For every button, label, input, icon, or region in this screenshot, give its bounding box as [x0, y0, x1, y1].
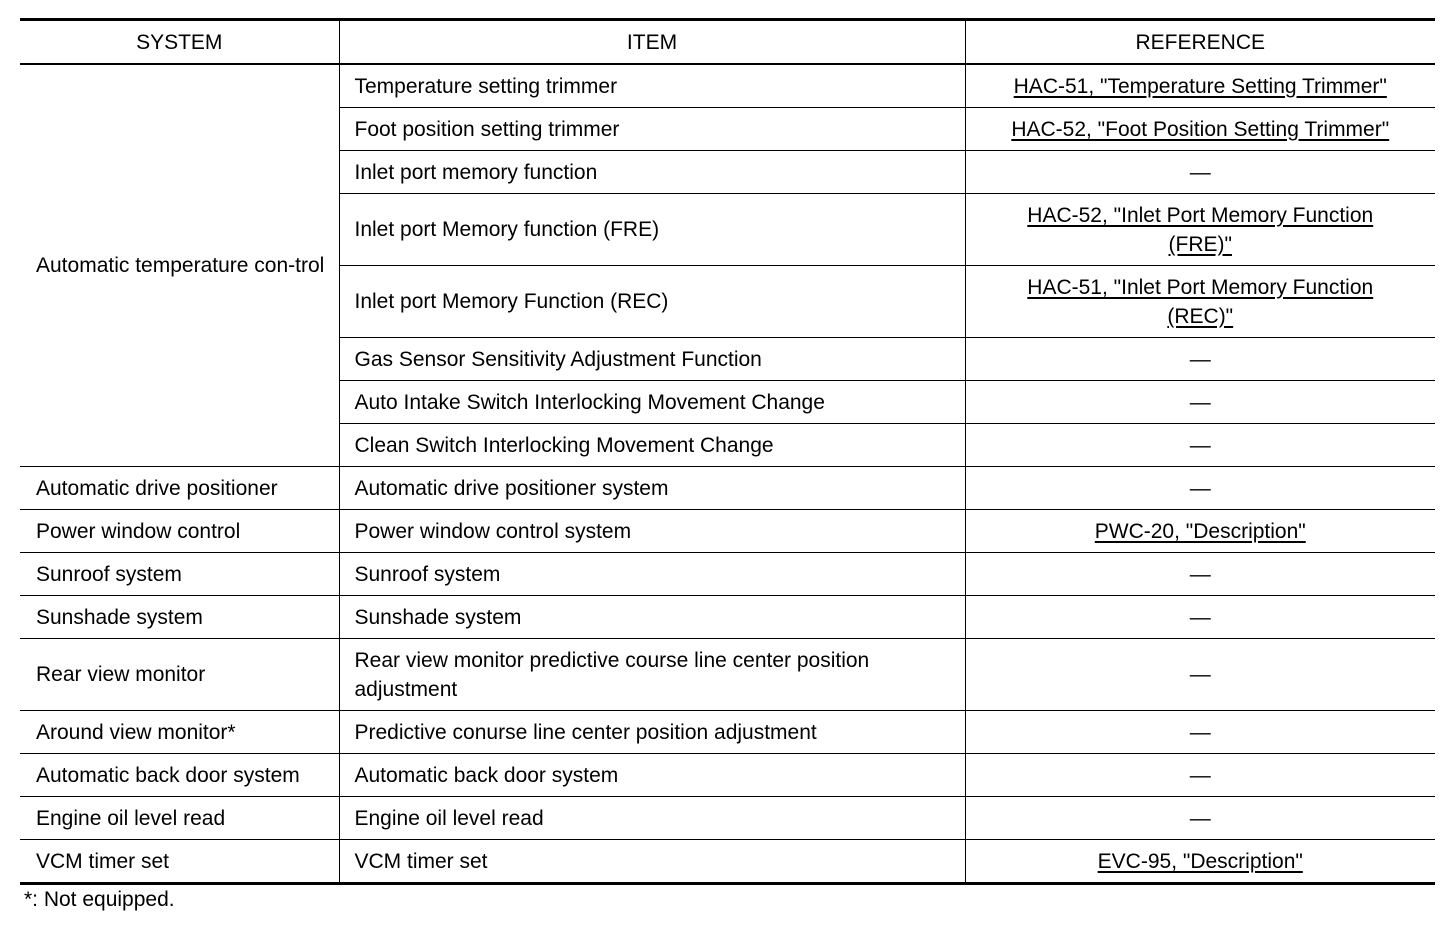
system-cell-automatic-temperature-control	[20, 64, 339, 467]
item-cell: Clean Switch Interlocking Movement Change	[339, 424, 965, 467]
no-reference-dash: —	[1189, 433, 1211, 457]
reference-cell	[965, 64, 1435, 108]
no-reference-dash: —	[1189, 806, 1211, 830]
table-row	[20, 510, 1435, 553]
item-cell: Engine oil level read	[339, 797, 965, 840]
no-reference-dash: —	[1189, 390, 1211, 414]
header-reference: REFERENCE	[965, 20, 1435, 65]
reference-cell	[965, 596, 1435, 639]
header-system: SYSTEM	[20, 20, 339, 65]
system-cell: Power window control	[20, 510, 339, 553]
system-cell: Sunroof system	[20, 553, 339, 596]
reference-cell	[965, 639, 1435, 711]
system-cell: VCM timer set	[20, 840, 339, 884]
no-reference-dash: —	[1189, 476, 1211, 500]
reference-link[interactable]: HAC-52, "Inlet Port Memory Function (FRE)"	[1027, 203, 1374, 256]
item-cell: Inlet port Memory function (FRE)	[339, 194, 965, 266]
reference-link[interactable]: PWC-20, "Description"	[1094, 519, 1306, 543]
item-cell: Auto Intake Switch Interlocking Movement Change	[339, 381, 965, 424]
reference-cell	[965, 797, 1435, 840]
table-row	[20, 711, 1435, 754]
reference-cell	[965, 711, 1435, 754]
item-cell: Foot position setting trimmer	[339, 108, 965, 151]
no-reference-dash: —	[1189, 160, 1211, 184]
table-header-row	[20, 20, 1435, 65]
table-row	[20, 754, 1435, 797]
system-cell: Around view monitor*	[20, 711, 339, 754]
table-row	[20, 840, 1435, 884]
reference-cell	[965, 266, 1435, 338]
reference-cell	[965, 553, 1435, 596]
reference-cell	[965, 510, 1435, 553]
item-cell: Inlet port memory function	[339, 151, 965, 194]
system-cell: Automatic back door system	[20, 754, 339, 797]
reference-cell	[965, 338, 1435, 381]
reference-cell	[965, 467, 1435, 510]
table-row	[20, 596, 1435, 639]
footnote: *: Not equipped.	[24, 888, 175, 911]
item-cell: Sunshade system	[339, 596, 965, 639]
system-name: Automatic temperature con-trol	[36, 254, 325, 277]
reference-cell	[965, 840, 1435, 884]
item-cell: VCM timer set	[339, 840, 965, 884]
item-cell: Sunroof system	[339, 553, 965, 596]
reference-cell	[965, 424, 1435, 467]
system-cell: Rear view monitor	[20, 639, 339, 711]
table-row	[20, 553, 1435, 596]
table-row	[20, 639, 1435, 711]
reference-link[interactable]: HAC-51, "Inlet Port Memory Function (REC)"	[1027, 275, 1374, 328]
no-reference-dash: —	[1189, 562, 1211, 586]
item-cell: Predictive conurse line center position adjustment	[339, 711, 965, 754]
no-reference-dash: —	[1189, 605, 1211, 629]
system-cell: Automatic drive positioner	[20, 467, 339, 510]
item-cell: Gas Sensor Sensitivity Adjustment Function	[339, 338, 965, 381]
reference-link[interactable]: HAC-51, "Temperature Setting Trimmer"	[1013, 74, 1387, 98]
reference-cell	[965, 754, 1435, 797]
item-cell: Power window control system	[339, 510, 965, 553]
reference-cell	[965, 108, 1435, 151]
no-reference-dash: —	[1189, 763, 1211, 787]
system-cell: Sunshade system	[20, 596, 339, 639]
reference-cell	[965, 151, 1435, 194]
item-cell: Temperature setting trimmer	[339, 64, 965, 108]
reference-cell	[965, 381, 1435, 424]
reference-cell	[965, 194, 1435, 266]
table-row	[20, 797, 1435, 840]
reference-link[interactable]: EVC-95, "Description"	[1097, 849, 1303, 873]
table-row	[20, 64, 1435, 108]
item-cell: Inlet port Memory Function (REC)	[339, 266, 965, 338]
system-reference-table	[20, 18, 1435, 885]
header-item: ITEM	[339, 20, 965, 65]
table-row	[20, 467, 1435, 510]
item-cell: Automatic back door system	[339, 754, 965, 797]
item-cell: Automatic drive positioner system	[339, 467, 965, 510]
item-cell: Rear view monitor predictive course line center position adjustment	[339, 639, 965, 711]
no-reference-dash: —	[1189, 720, 1211, 744]
reference-link[interactable]: HAC-52, "Foot Position Setting Trimmer"	[1011, 117, 1390, 141]
no-reference-dash: —	[1189, 347, 1211, 371]
no-reference-dash: —	[1189, 663, 1211, 686]
system-cell: Engine oil level read	[20, 797, 339, 840]
